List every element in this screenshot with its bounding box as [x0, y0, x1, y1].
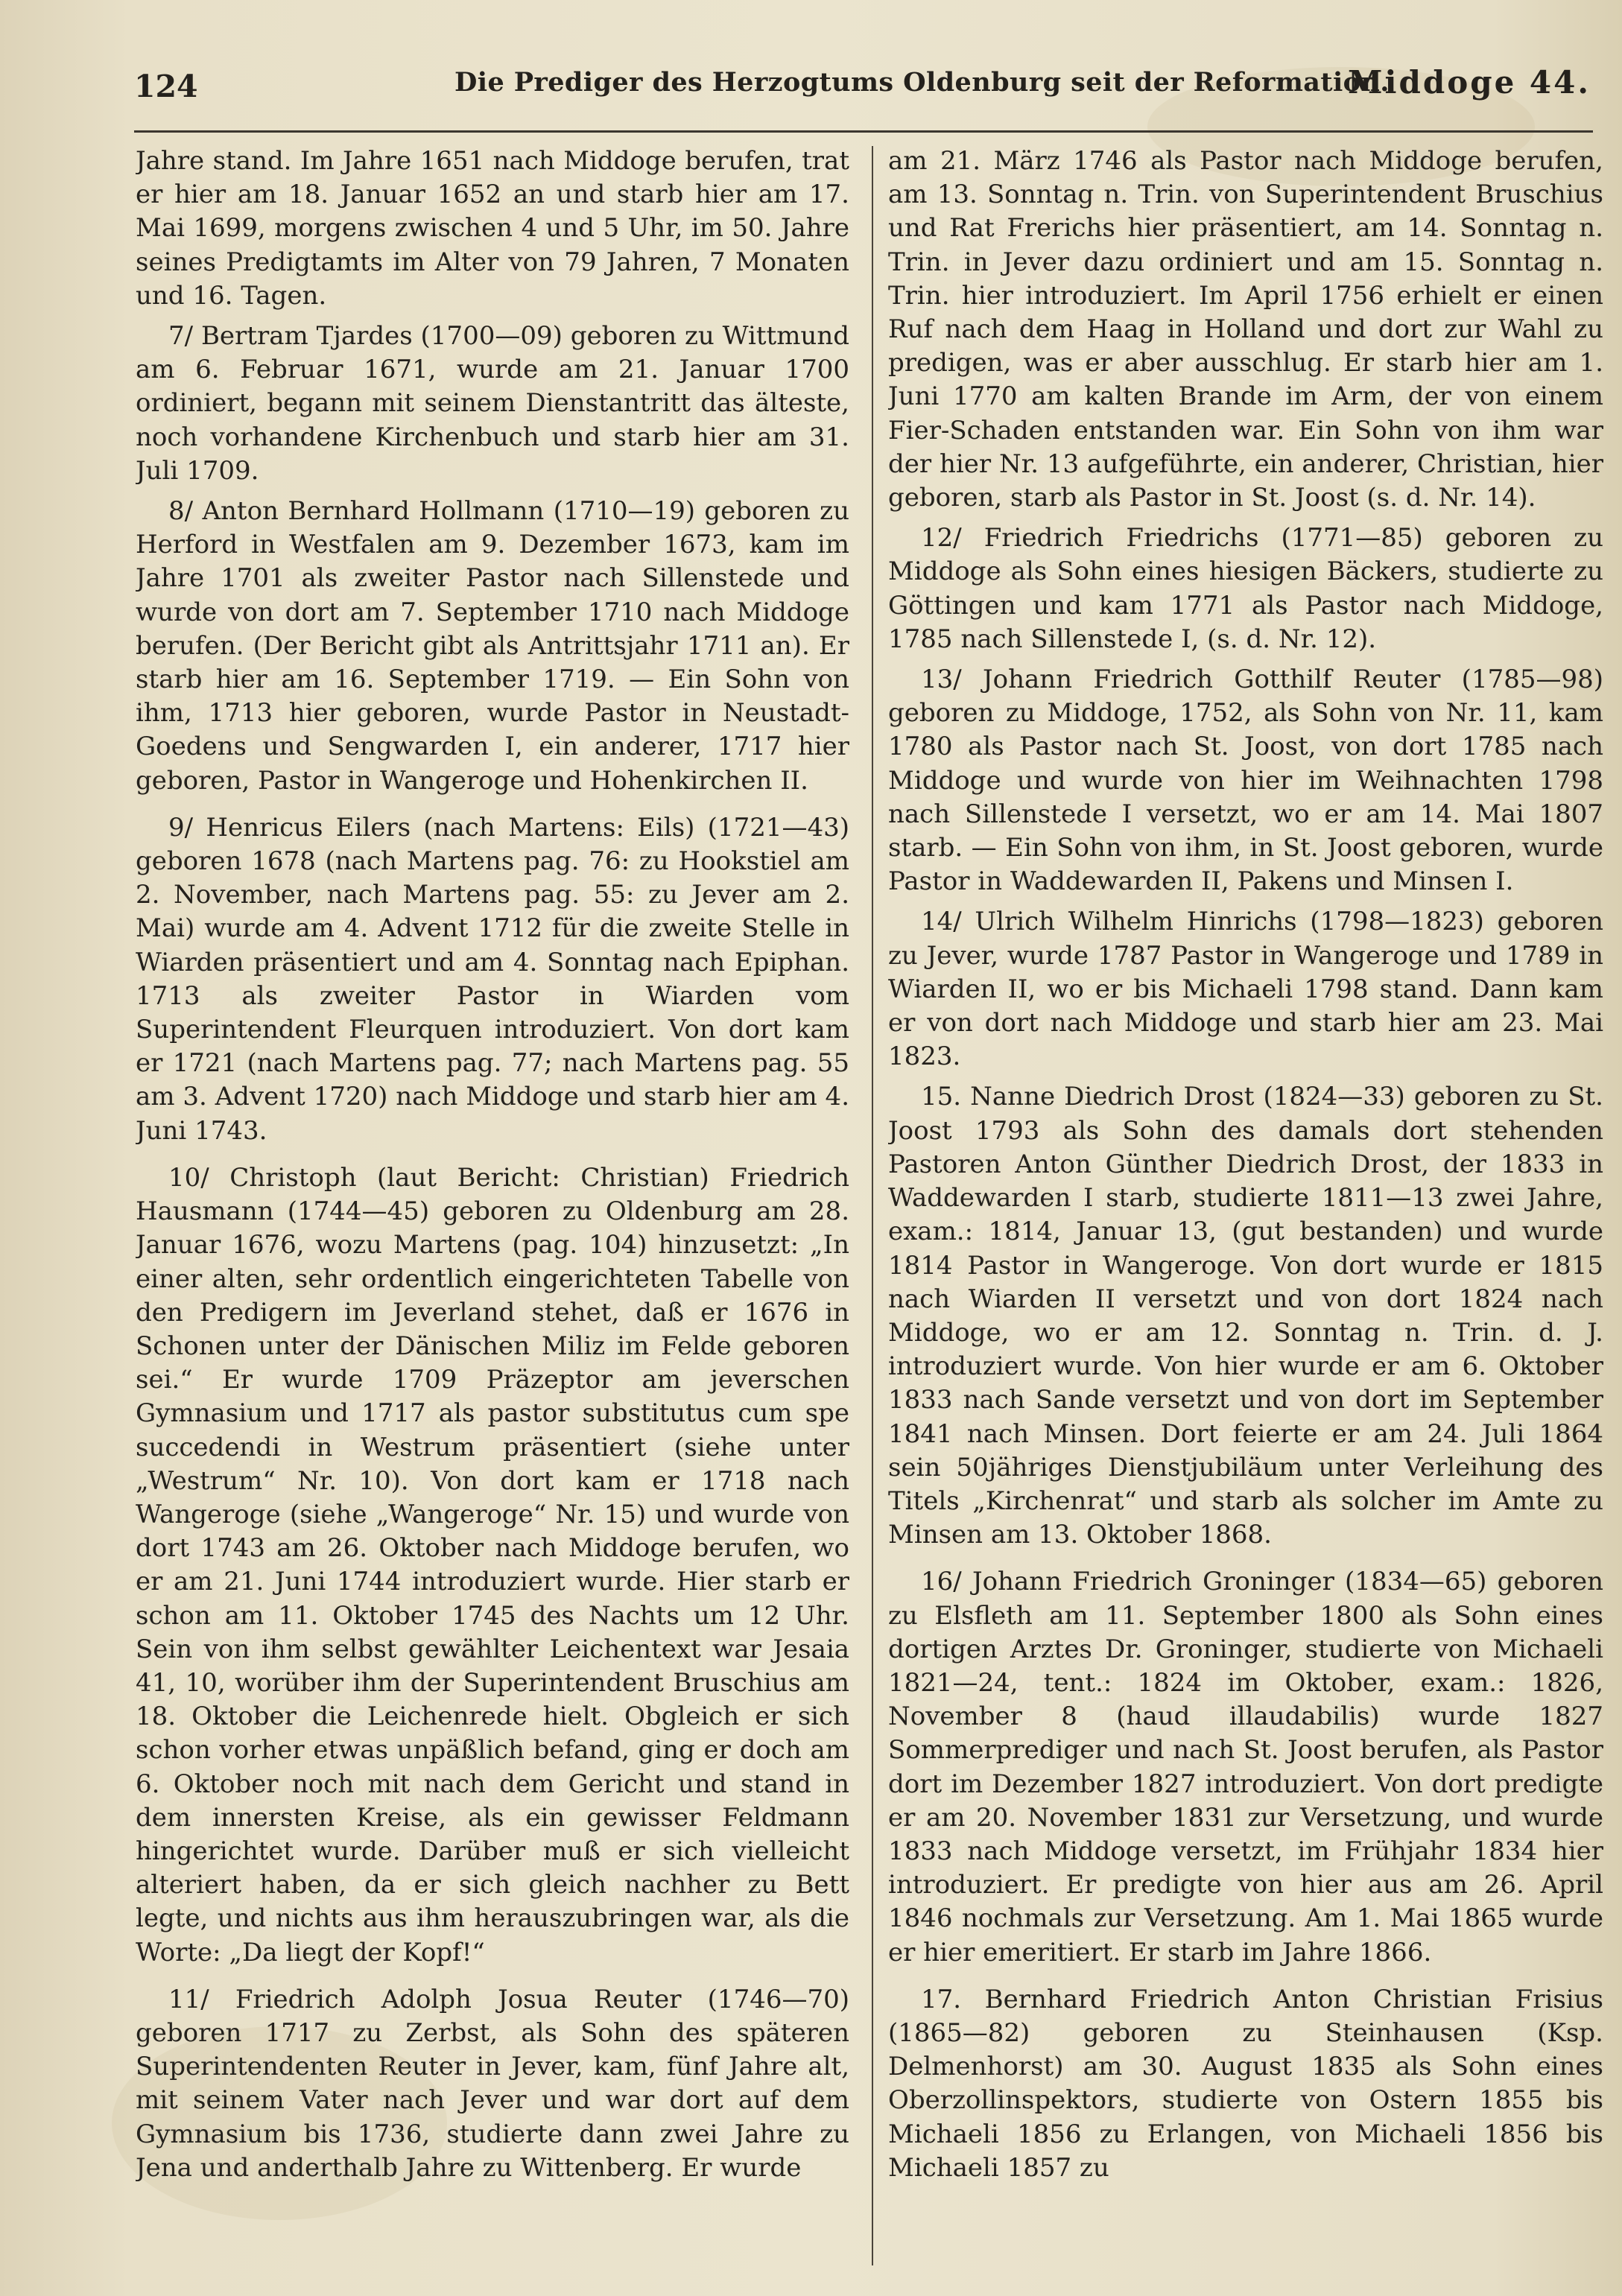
page-number: 124	[134, 69, 198, 104]
pastor-entry-13: 13/ Johann Friedrich Gotthilf Reuter (1785—98) geboren zu Middoge, 1752, als Sohn von Nr. 11, kam 1780 als Pastor nach St. Joost, von dort 1785 nach Middoge und wurde von hier im Weihnachten 1798 nach Sillenstede I versetzt, wo er am 14. Mai 1807 starb. — Ein Sohn von ihm, in St. Joost geboren, wurde Pastor in Waddewarden II, Pakens und Minsen I.	[888, 665, 1603, 897]
pastor-entry-14: 14/ Ulrich Wilhelm Hinrichs (1798—1823) geboren zu Jever, wurde 1787 Pastor in Wangeroge und 1789 in Wiarden II, wo er bis Michaeli 1798 stand. Dann kam er von dort nach Middoge und starb hier am 23. Mai 1823.	[888, 907, 1603, 1072]
pastor-entry-16: 16/ Johann Friedrich Groninger (1834—65) geboren zu Elsfleth am 11. September 1800 als Sohn eines dortigen Arztes Dr. Groninger, studierte von Michaeli 1821—24, tent.: 1824 im Oktober, exam.: 1826, November 8 (haud illaudabilis) wurde 1827 Sommerprediger und nach St. Joost berufen, als Pastor dort im Dezember 1827 introduziert. Von dort predigte er am 20. November 1831 zur Versetzung, und wurde 1833 nach Middoge versetzt, im Frühjahr 1834 hier introduziert. Er predigte von hier aus am 26. April 1846 nochmals zur Versetzung. Am 1. Mai 1865 wurde er hier emeritiert. Er starb im Jahre 1866.	[888, 1567, 1603, 1967]
pastor-entry-12: 12/ Friedrich Friedrichs (1771—85) geboren zu Middoge als Sohn eines hiesigen Bäckers, studierte zu Göttingen und kam 1771 als Pastor nach Middoge, 1785 nach Sillenstede I, (s. d. Nr. 12).	[888, 523, 1603, 654]
pastor-entry-9: 9/ Henricus Eilers (nach Martens: Eils) (1721—43) geboren 1678 (nach Martens pag. 76: zu Hookstiel am 2. November, nach Martens pag. 55: zu Jever am 2. Mai) wurde am 4. Advent 1712 für die zweite Stelle in Wiarden präsentiert und am 4. Sonntag nach Epiphan. 1713 als zweiter Pastor in Wiarden vom Superintendent Fleurquen introduziert. Von dort kam er 1721 (nach Martens pag. 77; nach Martens pag. 55 am 3. Advent 1720) nach Middoge und starb hier am 4. Juni 1743.	[136, 812, 849, 1146]
pastor-entry-7: 7/ Bertram Tjardes (1700—09) geboren zu Wittmund am 6. Februar 1671, wurde am 21. Januar 1700 ordiniert, begann mit seinem Dienstantritt das älteste, noch vorhandene Kirchenbuch und starb hier am 31. Juli 1709.	[136, 321, 849, 486]
continuation-paragraph: Jahre stand. Im Jahre 1651 nach Middoge berufen, trat er hier am 18. Januar 1652 an und starb hier am 17. Mai 1699, morgens zwischen 4 und 5 Uhr, im 50. Jahre seines Predigtamts im Alter von 79 Jahren, 7 Monaten und 16. Tagen.	[136, 146, 849, 311]
left-column	[136, 145, 849, 2271]
pastor-entry-8: 8/ Anton Bernhard Hollmann (1710—19) geboren zu Herford in Westfalen am 9. Dezember 1673, kam im Jahre 1701 als zweiter Pastor nach Sillenstede und wurde von dort am 7. September 1710 nach Middoge berufen. (Der Bericht gibt als Antrittsjahr 1711 an). Er starb hier am 16. September 1719. — Ein Sohn von ihm, 1713 hier geboren, wurde Pastor in Neustadt-Goedens und Sengwarden I, ein anderer, 1717 hier geboren, Pastor in Wangeroge und Hohenkirchen II.	[136, 496, 849, 796]
pastor-entry-10: 10/ Christoph (laut Bericht: Christian) Friedrich Hausmann (1744—45) geboren zu Oldenburg am 28. Januar 1676, wozu Martens (pag. 104) hinzusetzt: „In einer alten, sehr ordentlich eingerichteten Tabelle von den Predigern im Jeverland stehet, daß er 1676 in Schonen unter der Dänischen Miliz im Felde geboren sei.“ Er wurde 1709 Präzeptor am jeverschen Gymnasium und 1717 als pastor substitutus cum spe succedendi in Westrum präsentiert (siehe unter „Westrum“ Nr. 10). Von dort kam er 1718 nach Wangeroge (siehe „Wangeroge“ Nr. 15) und wurde von dort 1743 am 26. Oktober nach Middoge berufen, wo er am 21. Juni 1744 introduziert wurde. Hier starb er schon am 11. Oktober 1745 des Nachts um 12 Uhr. Sein von ihm selbst gewählter Leichentext war Jesaia 41, 10, worüber ihm der Superintendent Bruschius am 18. Oktober die Leichenrede hielt. Obgleich er sich schon vorher etwas unpäßlich befand, ging er doch am 6. Oktober noch mit nach dem Gericht und stand in dem innersten Kreise, als ein gewisser Feldmann hingerichtet wurde. Darüber muß er sich vielleicht alteriert haben, da er sich gleich nachher zu Bett legte, und nichts aus ihm herauszubringen war, als die Worte: „Da liegt der Kopf!“	[136, 1162, 849, 1967]
pastor-entry-15: 15. Nanne Diedrich Drost (1824—33) geboren zu St. Joost 1793 als Sohn des damals dort stehenden Pastoren Anton Günther Diedrich Drost, der 1833 in Waddewarden I starb, studierte 1811—13 zwei Jahre, exam.: 1814, Januar 13, (gut bestanden) und wurde 1814 Pastor in Wangeroge. Von dort wurde er 1815 nach Wiarden II versetzt und von dort 1824 nach Middoge, wo er am 12. Sonntag n. Trin. d. J. introduziert wurde. Von hier wurde er am 6. Oktober 1833 nach Sande versetzt und von dort im September 1841 nach Minsen. Dort feierte er am 24. Juli 1864 sein 50jähriges Dienstjubiläum unter Verleihung des Titels „Kirchenrat“ und starb als solcher im Amte zu Minsen am 13. Oktober 1868.	[888, 1082, 1603, 1550]
pastor-entry-11: 11/ Friedrich Adolph Josua Reuter (1746—70) geboren 1717 zu Zerbst, als Sohn des späteren Superintendenten Reuter in Jever, kam, fünf Jahre alt, mit seinem Vater nach Jever und war dort auf dem Gymnasium bis 1736, studierte dann zwei Jahre zu Jena und anderthalb Jahre zu Wittenberg. Er wurde	[136, 1984, 849, 2183]
header-rule	[134, 130, 1593, 133]
right-column	[888, 145, 1603, 2271]
column-divider	[872, 146, 873, 2265]
continuation-paragraph: am 21. März 1746 als Pastor nach Middoge berufen, am 13. Sonntag n. Trin. von Superintendent Bruschius und Rat Frerichs hier präsentiert, am 14. Sonntag n. Trin. in Jever dazu ordiniert und am 15. Sonntag n. Trin. hier introduziert. Im April 1756 erhielt er einen Ruf nach dem Haag in Holland und dort zur Wahl zu predigen, was er aber ausschlug. Er starb hier am 1. Juni 1770 am kalten Brande im Arm, der von einem Fier-Schaden entstanden war. Ein Sohn von ihm war der hier Nr. 13 aufgeführte, ein anderer, Christian, hier geboren, starb als Pastor in St. Joost (s. d. Nr. 14).	[888, 146, 1603, 513]
running-title: Die Prediger des Herzogtums Oldenburg seit der Reformation.	[454, 67, 1390, 98]
pastor-entry-17: 17. Bernhard Friedrich Anton Christian Frisius (1865—82) geboren zu Steinhausen (Ksp. Delmenhorst) am 30. August 1835 als Sohn eines Oberzollinspektors, studierte von Ostern 1855 bis Michaeli 1856 zu Erlangen, von Michaeli 1856 bis Michaeli 1857 zu	[888, 1984, 1603, 2183]
page-header	[134, 61, 1591, 115]
section-heading: Middoge 44.	[1348, 64, 1591, 101]
